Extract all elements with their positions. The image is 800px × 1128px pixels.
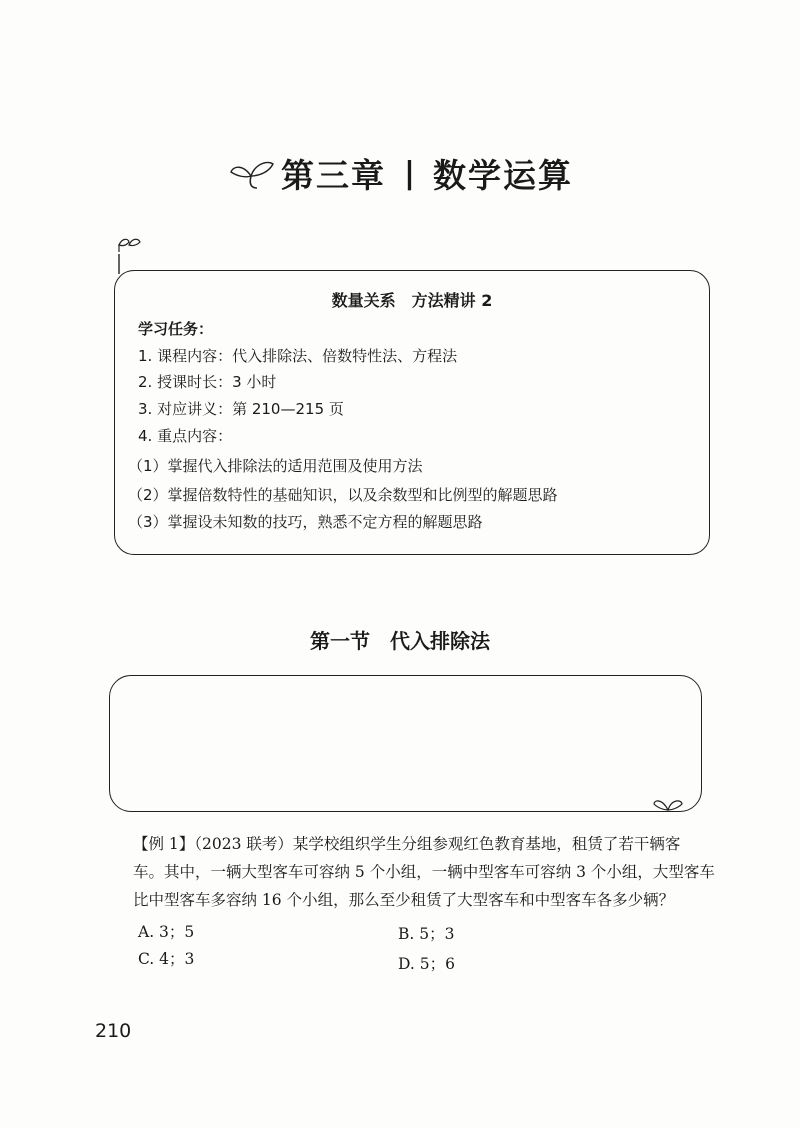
option-b: B. 5；3 xyxy=(398,925,455,943)
task-heading: 学习任务： xyxy=(138,320,214,338)
task-item: 1. 课程内容：代入排除法、倍数特性法、方程法 xyxy=(138,347,458,365)
task-item: 4. 重点内容： xyxy=(138,427,233,445)
notes-box xyxy=(109,675,702,812)
task-box-title: 数量关系 方法精讲 2 xyxy=(331,291,493,310)
question-line: 比中型客车多容纳 16 个小组，那么至少租赁了大型客车和中型客车各多少辆？ xyxy=(133,891,675,909)
page-number: 210 xyxy=(95,1020,132,1042)
chapter-heading xyxy=(0,150,800,198)
chapter-separator: | xyxy=(404,156,415,191)
option-d: D. 5；6 xyxy=(398,955,455,973)
task-sub-item: （2）掌握倍数特性的基础知识，以及余数型和比例型的解题思路 xyxy=(128,486,558,504)
option-c: C. 4；3 xyxy=(138,950,195,968)
sprout-icon xyxy=(227,154,277,194)
question-line: 车。其中，一辆大型客车可容纳 5 个小组，一辆中型客车可容纳 3 个小组，大型客车 xyxy=(133,863,715,881)
task-item: 2. 授课时长：3 小时 xyxy=(138,373,277,391)
option-a: A. 3；5 xyxy=(138,923,195,941)
chapter-title: 数学运算 xyxy=(432,156,573,195)
chapter-number: 第三章 xyxy=(281,156,387,195)
box-connector xyxy=(116,254,122,274)
example-question xyxy=(133,830,715,914)
sprout-icon xyxy=(116,236,144,254)
sprout-icon xyxy=(652,794,684,812)
task-sub-item: （1）掌握代入排除法的适用范围及使用方法 xyxy=(128,457,423,475)
task-sub-item: （3）掌握设未知数的技巧，熟悉不定方程的解题思路 xyxy=(128,513,483,531)
question-line: 【例 1】（2023 联考）某学校组织学生分组参观红色教育基地，租赁了若干辆客 xyxy=(133,835,681,853)
section-title: 第一节 代入排除法 xyxy=(310,629,490,653)
task-item: 3. 对应讲义：第 210—215 页 xyxy=(138,400,344,418)
